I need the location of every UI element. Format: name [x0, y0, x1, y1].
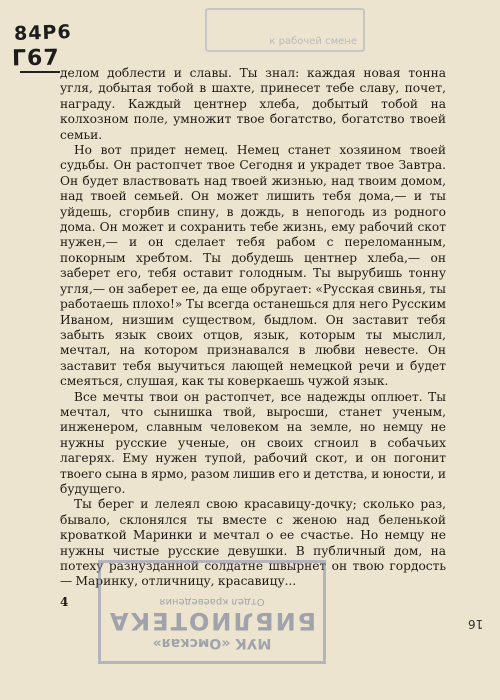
paragraph-4: Ты берег и лелеял свою красавицу-дочку; сколько раз, бывало, склонялся ты вместе с женою над беленькой кроваткой Маринки и мечтал о ее счастье. Но немцу не нужны чистые русские девушки. В публичный дом, на потеху разнузданной солдатне швырнет он твою гордость — Маринку, отличницу, красавицу... [60, 497, 446, 589]
corner-mark: 16 [468, 617, 484, 631]
page-number: 4 [60, 595, 69, 609]
handwritten-note-left: Г67 [11, 45, 60, 72]
handwritten-underline [20, 71, 60, 73]
stamp-line-2: БИБЛИОТЕКА [107, 607, 317, 635]
paragraph-2: Но вот придет немец. Немец станет хозяином твоей судьбы. Он растопчет твое Сегодня и украдет твое Завтра. Он будет властвовать над твоей жизнью, над твоим домом, над твоей семьей. Он может лишить тебя дома,— и ты уйдешь, сгорбив спину, в дождь, в непогодь из родного дома. Он может и сохранить тебе жизнь, ему рабочий скот нужен,— и он сделает тебя рабом с переломанным, покорным хребтом. Ты добудешь центнер хлеба,— он заберет его, тебя оставит голодным. Ты вырубишь тонну угля,— он заберет ее, да еще обругает: «Русская свинья, ты работаешь плохо!» Ты всегда останешься для него Русским Иваном, низшим существом, быдлом. Он заставит тебя забыть язык своих отцов, язык, которым ты мыслил, мечтал, на котором признавался в любви невесте. Он заставит тебя выучиться лающей немецкой речи и будет смеяться, слушая, как ты коверкаешь чужой язык. [60, 143, 446, 389]
body-text [60, 66, 446, 590]
stamp-top-text: к рабочей смене [269, 36, 357, 47]
stamp-line-3: Отдел краеведения [159, 596, 265, 607]
paragraph-1: делом доблести и славы. Ты знал: каждая новая тонна угля, добытая тобой в шахте, принесет тебе славу, почет, награду. Каждый центнер хлеба, добытый тобой на колхозном поле, умножит твое богатство, богатство твоей семьи. [60, 66, 446, 142]
library-stamp-bottom [98, 560, 326, 664]
paragraph-3: Все мечты твои он растопчет, все надежды оплюет. Ты мечтал, что сынишка твой, выросши, станет ученым, инженером, славным человеком на земле, но немцу не нужны русские ученые, он своих сгноил в собачьих лагерях. Ему нужен тупой, рабочий скот, и он погонит твоего сына в ярмо, разом лишив его и детства, и юности, и будущего. [60, 389, 446, 496]
library-stamp-top [205, 8, 365, 52]
stamp-line-1: МУК «Омская» [152, 635, 272, 651]
handwritten-note-top: 84Р6 [13, 21, 72, 45]
